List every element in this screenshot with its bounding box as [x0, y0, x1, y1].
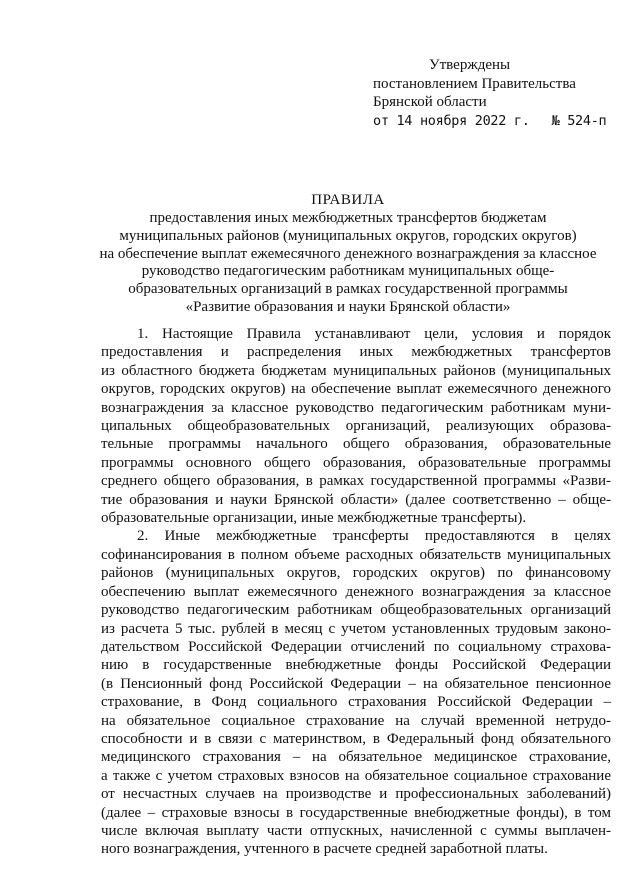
- paragraph-line: из областного бюджета бюджетам муниципальных районов (муниципальных: [101, 362, 611, 379]
- subtitle-line: руководство педагогическим работникам муниципальных обще-: [141, 263, 555, 280]
- paragraph-line: 2. Иные межбюджетные трансферты предоставляются в целях: [137, 528, 611, 545]
- approval-date-line: [373, 112, 633, 131]
- paragraph-line: на обязательное социальное страхование на случай временной нетрудо-: [101, 712, 611, 729]
- paragraph-line: ципальных общеобразовательных организаций, реализующих образова-: [101, 418, 611, 435]
- paragraph-line: обеспечению выплат ежемесячного денежного вознаграждения за классное: [101, 583, 611, 600]
- paragraph-line: софинансирования в полном объеме расходных обязательств муниципальных: [101, 546, 611, 563]
- approval-block: [373, 56, 633, 130]
- paragraph-line: руководство педагогическим работникам общеобразовательных организаций: [101, 602, 611, 619]
- paragraph-line: (в Пенсионный фонд Российской Федерации – на обязательное пенсионное: [101, 675, 611, 692]
- paragraph-line: а также с учетом страховых взносов на обязательное социальное страхование: [101, 767, 611, 784]
- subtitle-line: на обеспечение выплат ежемесячного денежного вознаграждения за классное: [99, 245, 597, 262]
- paragraph-line: образовательные организации, иные межбюджетные трансферты).: [101, 510, 527, 527]
- paragraph-line: из расчета 5 тыс. рублей в месяц с учетом установленных трудовым законо-: [101, 620, 611, 637]
- paragraph-line: тельные программы начального общего образования, образовательные: [101, 436, 611, 453]
- paragraph-line: 1. Настоящие Правила устанавливают цели, условия и порядок: [137, 326, 611, 342]
- paragraph-line: программы основного общего образования, образовательные программы: [101, 454, 611, 471]
- paragraph-line: округов, городских округов) на обеспечение выплат ежемесячного денежного: [101, 381, 611, 398]
- subtitle-line: муниципальных районов (муниципальных округов, городских округов): [119, 227, 577, 244]
- paragraph-line: страхование, в Фонд социального страхования Российской Федерации –: [101, 694, 611, 711]
- approval-authority: постановлением Правительства: [373, 75, 576, 92]
- paragraph-line: от несчастных случаев на производстве и профессиональных заболеваний): [101, 786, 611, 803]
- paragraph-line: нию в государственные внебюджетные фонды Российской Федерации: [101, 657, 611, 674]
- paragraph-1: [101, 325, 611, 527]
- paragraph-line: дательством Российской Федерации отчислений по социальному страхова-: [101, 638, 611, 655]
- paragraph-2: [101, 527, 611, 858]
- approval-date: от 14 ноября 2022 г.: [373, 112, 530, 129]
- paragraph-line: числе включая выплату части отпускных, начисленной с суммы выплачен-: [101, 822, 611, 839]
- approval-region: Брянской области: [373, 94, 487, 110]
- paragraph-line: способности и в связи с материнством, в Федеральный фонд обязательного: [101, 730, 611, 747]
- body-text: [101, 325, 611, 859]
- paragraph-line: ного вознаграждения, учтенного в расчете средней заработной платы.: [101, 841, 548, 858]
- subtitle-line: предоставления иных межбюджетных трансфертов бюджетам: [149, 210, 547, 226]
- paragraph-line: районов (муниципальных округов, городских округов) по финансовому: [101, 565, 611, 582]
- approval-heading: Утверждены: [429, 57, 511, 73]
- title-block: [88, 191, 608, 317]
- paragraph-line: среднего общего образования, в рамках государственной программы «Разви-: [101, 473, 611, 490]
- paragraph-line: тие образования и науки Брянской области» (далее соответственно – обще-: [101, 491, 611, 508]
- paragraph-line: медицинского страхования – на обязательное медицинское страхование,: [101, 749, 611, 766]
- paragraph-line: (далее – страховые взносы в государственные внебюджетные фонды), в том: [101, 804, 611, 821]
- paragraph-line: вознаграждения за классное руководство педагогическим работникам муни-: [101, 399, 611, 416]
- document-title: ПРАВИЛА: [311, 192, 385, 208]
- paragraph-line: предоставления и распределения иных межбюджетных трансфертов: [101, 344, 611, 361]
- subtitle-line: «Развитие образования и науки Брянской области»: [185, 298, 511, 315]
- subtitle-line: образовательных организаций в рамках государственной программы: [128, 281, 568, 298]
- approval-number: № 524-п: [551, 112, 607, 129]
